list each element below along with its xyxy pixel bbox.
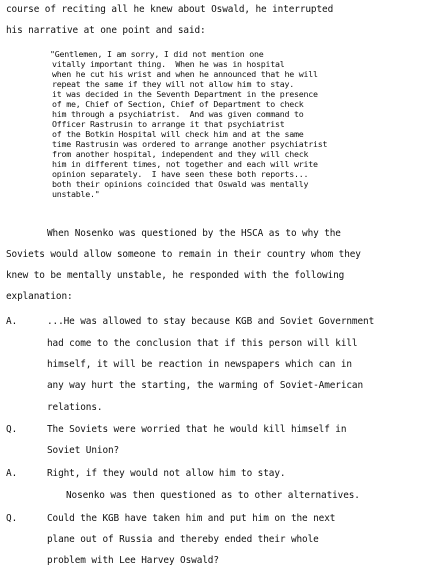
quote-line: of me, Chief of Section, Chief of Department to check <box>52 99 304 109</box>
text-line: explanation: <box>6 291 73 302</box>
answer-label: A. <box>6 316 18 327</box>
quote-line: of the Botkin Hospital will check him and at the same <box>52 129 304 139</box>
question-label: Q. <box>6 513 18 524</box>
quote-line: repeat the same if they will not allow him to stay. <box>52 79 295 89</box>
text-line: his narrative at one point and said: <box>6 25 206 36</box>
quote-line: "Gentlemen, I am sorry, I did not mention one <box>50 49 264 59</box>
text-line: The Soviets were worried that he would kill himself in <box>47 424 347 435</box>
answer-label: A. <box>6 468 18 479</box>
text-line: himself, it will be reaction in newspapers which can in <box>47 359 352 370</box>
question-label: Q. <box>6 424 18 435</box>
text-line: Soviets would allow someone to remain in their country whom they <box>6 249 361 260</box>
text-line: course of reciting all he knew about Oswald, he interrupted <box>6 4 334 15</box>
text-line: ...He was allowed to stay because KGB and Soviet Government <box>47 316 375 327</box>
text-line: plane out of Russia and thereby ended their whole <box>47 534 319 545</box>
quote-line: opinion separately. I have seen these both reports... <box>52 169 309 179</box>
quote-line: both their opinions coincided that Oswald was mentally <box>52 179 309 189</box>
quote-line: when he cut his wrist and when he announced that he will <box>52 69 318 79</box>
quote-line: it was decided in the Seventh Department in the presence <box>52 89 318 99</box>
text-line: Could the KGB have taken him and put him on the next <box>47 513 336 524</box>
quote-line: time Rastrusin was ordered to arrange another psychiatrist <box>52 139 328 149</box>
text-line: relations. <box>47 402 103 413</box>
text-line: problem with Lee Harvey Oswald? <box>47 555 219 566</box>
text-line: knew to be mentally unstable, he responded with the following <box>6 270 345 281</box>
quote-line: vitally important thing. When he was in hospital <box>52 59 285 69</box>
text-line: any way hurt the starting, the warming of Soviet-American <box>47 380 364 391</box>
quote-line: him in different times, not together and each will write <box>52 159 318 169</box>
narration-note: Nosenko was then questioned as to other alternatives. <box>66 490 360 501</box>
text-line: had come to the conclusion that if this person will kill <box>47 338 358 349</box>
quote-line: him through a psychiatrist. And was given command to <box>52 109 304 119</box>
text-line: Soviet Union? <box>47 445 120 456</box>
text-line: Right, if they would not allow him to stay. <box>47 468 286 479</box>
quote-line: Officer Rastrusin to arrange it that psychiatrist <box>52 119 285 129</box>
quote-line: from another hospital, independent and they will check <box>52 149 309 159</box>
text-line: When Nosenko was questioned by the HSCA as to why the <box>47 228 341 239</box>
quote-line: unstable." <box>52 189 100 199</box>
